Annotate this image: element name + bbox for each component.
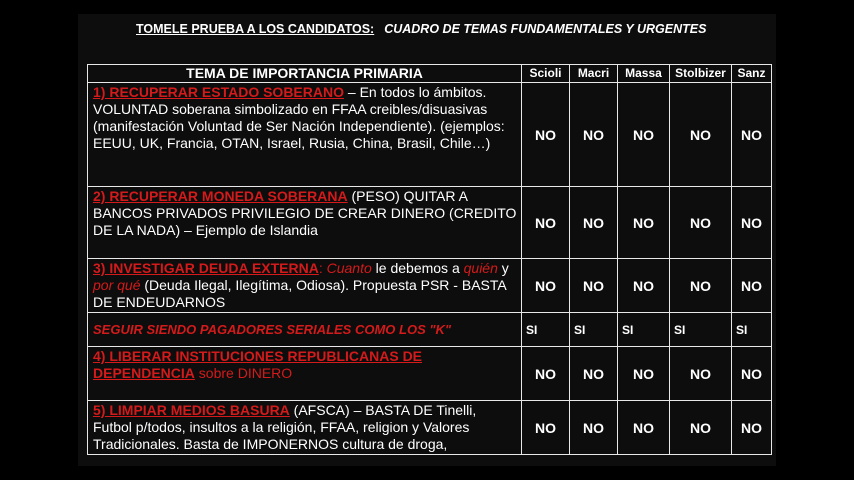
topics-table [87, 64, 772, 455]
answer-cell: NO [732, 83, 772, 187]
header-candidate: Massa [618, 65, 670, 83]
answer-cell: SI [732, 313, 772, 347]
answer-cell: NO [522, 83, 570, 187]
answer-cell: NO [670, 187, 732, 259]
answer-cell: SI [670, 313, 732, 347]
answer-cell: NO [732, 187, 772, 259]
answer-cell: NO [618, 259, 670, 313]
topic-text: (AFSCA) – BASTA DE Tinelli, Futbol p/todos, insultos a la religión, FFAA, religion y Valores Tradicionales. Basta de IMPONERNOS cultura de droga, [93, 402, 477, 452]
answer-cell: NO [570, 259, 618, 313]
answer-cell: NO [670, 83, 732, 187]
topic-text: sobre DINERO [194, 365, 293, 381]
header-candidate: Stolbizer [670, 65, 732, 83]
title-lead: TOMELE PRUEBA A LOS CANDIDATOS: [136, 22, 375, 36]
answer-cell: NO [670, 259, 732, 313]
answer-cell: NO [618, 83, 670, 187]
header-candidate: Scioli [522, 65, 570, 83]
table-row [88, 259, 772, 313]
answer-cell: NO [522, 401, 570, 455]
table-row [88, 313, 772, 347]
answer-cell: NO [570, 347, 618, 401]
answer-cell: NO [570, 187, 618, 259]
answer-cell: SI [618, 313, 670, 347]
slide [78, 14, 776, 466]
header-candidate: Macri [570, 65, 618, 83]
table-row [88, 83, 772, 187]
topic-cell [88, 187, 522, 259]
title-sub: CUADRO DE TEMAS FUNDAMENTALES Y URGENTES [384, 22, 707, 36]
table-row [88, 347, 772, 401]
answer-cell: NO [670, 401, 732, 455]
answer-cell: NO [618, 347, 670, 401]
answer-cell: NO [522, 187, 570, 259]
answer-cell: SI [570, 313, 618, 347]
answer-cell: NO [732, 347, 772, 401]
header-candidate: Sanz [732, 65, 772, 83]
answer-cell: NO [732, 401, 772, 455]
answer-cell: NO [522, 347, 570, 401]
topic-lead: 3) INVESTIGAR DEUDA EXTERNA [93, 260, 319, 276]
answer-cell: NO [570, 401, 618, 455]
topic-cell [88, 401, 522, 455]
topic-lead: 1) RECUPERAR ESTADO SOBERANO [93, 84, 344, 100]
topic-cell [88, 347, 522, 401]
slide-title [136, 22, 776, 42]
answer-cell: NO [570, 83, 618, 187]
topic-cell: 3) INVESTIGAR DEUDA EXTERNA: Cuanto le debemos a quién y por qué (Deuda Ilegal, Ilegítima, Odiosa). Propuesta PSR - BASTA DE ENDEUDARNOS [88, 259, 522, 313]
topic-text: – En todos lo ámbitos. VOLUNTAD soberana simbolizado en FFAA creibles/disuasivas (manifestación Voluntad de Ser Nación Independiente). (ejemplos: EEUU, UK, Francia, OTAN, Israel, Rusia, China, Brasil, Chile…) [93, 84, 505, 151]
topic-cell [88, 83, 522, 187]
header-topic: TEMA DE IMPORTANCIA PRIMARIA [88, 65, 522, 83]
answer-cell: NO [618, 401, 670, 455]
header-row [88, 65, 772, 83]
answer-cell: NO [618, 187, 670, 259]
topic-lead: 5) LIMPIAR MEDIOS BASURA [93, 402, 290, 418]
table-row [88, 401, 772, 455]
answer-cell: NO [670, 347, 732, 401]
answer-cell: SI [522, 313, 570, 347]
topic-lead: 2) RECUPERAR MONEDA SOBERANA [93, 188, 348, 204]
table-row [88, 187, 772, 259]
answer-cell: NO [732, 259, 772, 313]
topic-cell: SEGUIR SIENDO PAGADORES SERIALES COMO LOS "K" [88, 313, 522, 347]
topic-text: (PESO) QUITAR A BANCOS PRIVADOS PRIVILEGIO DE CREAR DINERO (CREDITO DE LA NADA) – Ejemplo de Islandia [93, 188, 517, 238]
answer-cell: NO [522, 259, 570, 313]
topic-lead: 4) LIBERAR INSTITUCIONES REPUBLICANAS DE DEPENDENCIA [93, 348, 423, 381]
